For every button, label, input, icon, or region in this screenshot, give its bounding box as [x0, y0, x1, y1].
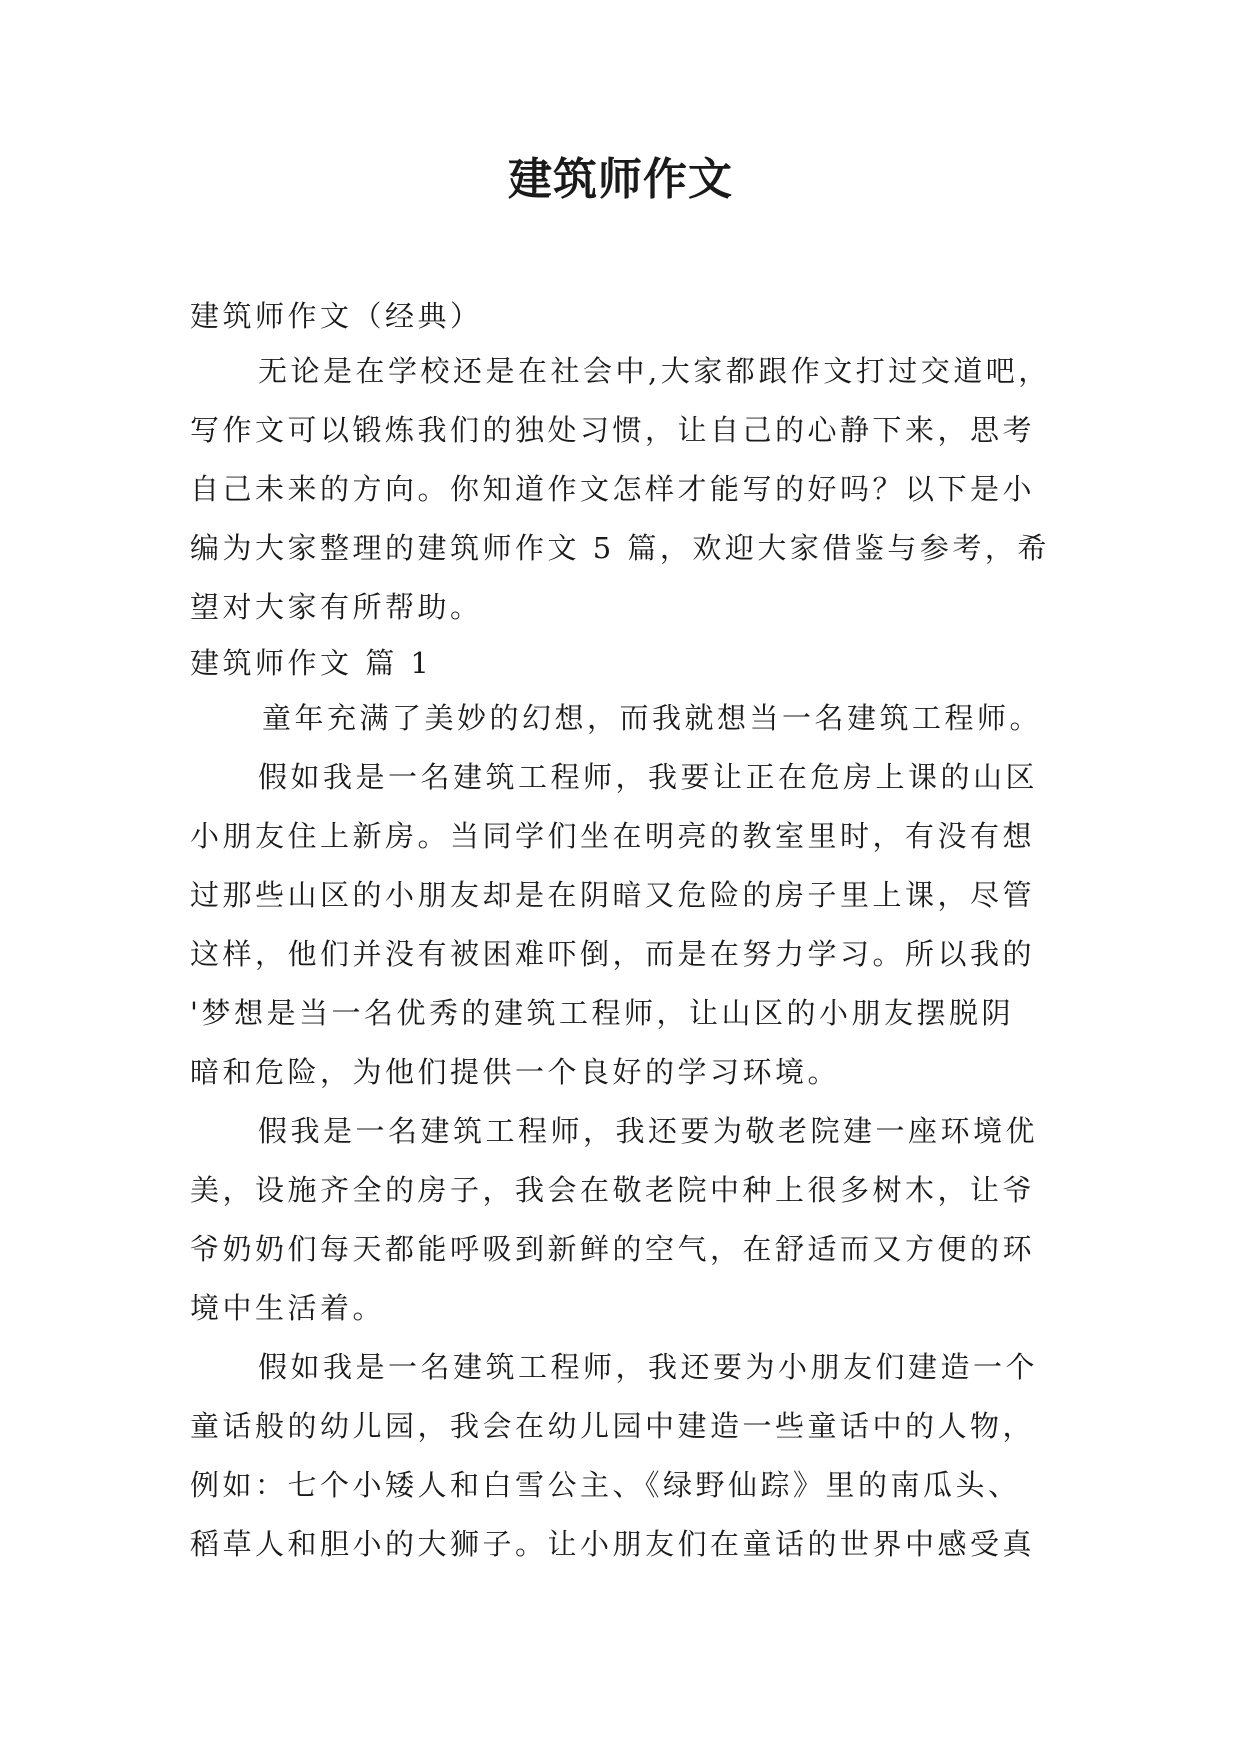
text-line: 这样，他们并没有被困难吓倒，而是在努力学习。所以我的 [190, 937, 1036, 971]
text-line: 编为大家整理的建筑师作文 5 篇，欢迎大家借鉴与参考，希 [190, 531, 1050, 565]
text-line: 小朋友住上新房。当同学们坐在明亮的教室里时，有没有想 [190, 819, 1036, 853]
text-line: 美，设施齐全的房子，我会在敬老院中种上很多树木，让爷 [190, 1173, 1036, 1207]
text-line: 爷奶奶们每天都能呼吸到新鲜的空气，在舒适而又方便的环 [190, 1232, 1036, 1266]
text-line: 暗和危险，为他们提供一个良好的学习环境。 [190, 1055, 841, 1089]
section-heading: 建筑师作文（经典） [190, 299, 483, 333]
text-line: 过那些山区的小朋友却是在阴暗又危险的房子里上课，尽管 [190, 878, 1036, 912]
document-title: 建筑师作文 [508, 154, 733, 205]
text-line: 写作文可以锻炼我们的独处习惯，让自己的心静下来，思考 [190, 413, 1036, 447]
text-line: 稻草人和胆小的大狮子。让小朋友们在童话的世界中感受真 [190, 1527, 1036, 1561]
text-line: 自己未来的方向。你知道作文怎样才能写的好吗？以下是小 [190, 472, 1036, 506]
text-line: 童年充满了美妙的幻想，而我就想当一名建筑工程师。 [262, 701, 1043, 735]
text-line: 无论是在学校还是在社会中,大家都跟作文打过交道吧， [258, 354, 1051, 388]
text-line: '梦想是当一名优秀的建筑工程师，让山区的小朋友摆脱阴 [190, 996, 1014, 1030]
text-line: 假我是一名建筑工程师，我还要为敬老院建一座环境优 [258, 1114, 1039, 1148]
text-line: 望对大家有所帮助。 [190, 590, 483, 624]
text-line: 假如我是一名建筑工程师，我要让正在危房上课的山区 [258, 760, 1039, 794]
document-body [190, 290, 1070, 1574]
section-heading: 建筑师作文 篇 1 [190, 646, 433, 680]
text-line: 境中生活着。 [190, 1291, 386, 1325]
text-line: 童话般的幼儿园，我会在幼儿园中建造一些童话中的人物， [190, 1409, 1036, 1443]
text-line: 假如我是一名建筑工程师，我还要为小朋友们建造一个 [258, 1350, 1039, 1384]
text-line: 例如：七个小矮人和白雪公主、《绿野仙踪》里的南瓜头、 [190, 1468, 1021, 1502]
